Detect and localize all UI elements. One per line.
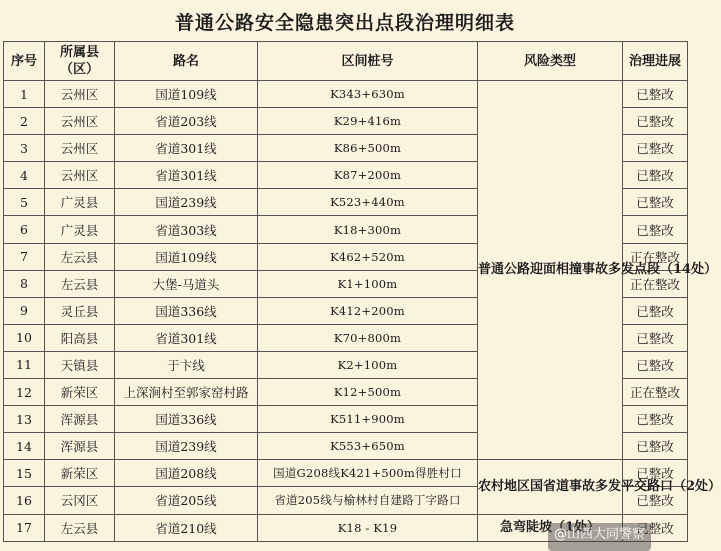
cell-progress: 正在整改 bbox=[623, 243, 688, 270]
cell-county: 左云县 bbox=[45, 514, 115, 541]
col-header-no: 序号 bbox=[4, 42, 45, 81]
cell-segment: K29+416m bbox=[258, 108, 478, 135]
col-header-segment: 区间桩号 bbox=[258, 42, 478, 81]
cell-progress: 已整改 bbox=[623, 351, 688, 378]
cell-route: 省道203线 bbox=[115, 108, 258, 135]
cell-county: 新荣区 bbox=[45, 379, 115, 406]
cell-county: 新荣区 bbox=[45, 460, 115, 487]
cell-progress: 已整改 bbox=[623, 162, 688, 189]
cell-segment: K1+100m bbox=[258, 270, 478, 297]
cell-no: 8 bbox=[4, 270, 45, 297]
cell-segment: 省道205线与榆林村自建路丁字路口 bbox=[258, 487, 478, 514]
cell-route: 省道210线 bbox=[115, 514, 258, 541]
cell-risk-type: 普通公路迎面相撞事故多发点段（14处） bbox=[478, 81, 623, 460]
col-header-progress: 治理进展 bbox=[623, 42, 688, 81]
cell-segment: K18 - K19 bbox=[258, 514, 478, 541]
cell-progress: 已整改 bbox=[623, 433, 688, 460]
cell-county: 广灵县 bbox=[45, 216, 115, 243]
cell-route: 于卞线 bbox=[115, 351, 258, 378]
cell-route: 国道239线 bbox=[115, 433, 258, 460]
cell-progress: 已整改 bbox=[623, 460, 688, 487]
cell-segment: K343+630m bbox=[258, 81, 478, 108]
cell-segment: K462+520m bbox=[258, 243, 478, 270]
cell-progress: 已整改 bbox=[623, 216, 688, 243]
cell-route: 省道301线 bbox=[115, 135, 258, 162]
col-header-route: 路名 bbox=[115, 42, 258, 81]
cell-progress: 正在整改 bbox=[623, 270, 688, 297]
cell-segment: K86+500m bbox=[258, 135, 478, 162]
cell-county: 广灵县 bbox=[45, 189, 115, 216]
cell-progress: 已整改 bbox=[623, 135, 688, 162]
cell-route: 国道208线 bbox=[115, 460, 258, 487]
cell-no: 5 bbox=[4, 189, 45, 216]
cell-progress: 已整改 bbox=[623, 297, 688, 324]
cell-route: 国道239线 bbox=[115, 189, 258, 216]
hazard-table bbox=[3, 41, 721, 542]
cell-route: 国道336线 bbox=[115, 406, 258, 433]
cell-route: 国道336线 bbox=[115, 297, 258, 324]
cell-county: 云州区 bbox=[45, 162, 115, 189]
cell-risk-type: 急弯陡坡（1处） bbox=[478, 514, 623, 541]
cell-progress: 已整改 bbox=[623, 81, 688, 108]
cell-route: 大堡-马道头 bbox=[115, 270, 258, 297]
cell-no: 10 bbox=[4, 324, 45, 351]
cell-no: 1 bbox=[4, 81, 45, 108]
cell-progress: 已整改 bbox=[623, 189, 688, 216]
cell-no: 17 bbox=[4, 514, 45, 541]
cell-segment: K523+440m bbox=[258, 189, 478, 216]
cell-no: 11 bbox=[4, 351, 45, 378]
cell-segment: K12+500m bbox=[258, 379, 478, 406]
cell-no: 14 bbox=[4, 433, 45, 460]
cell-county: 云冈区 bbox=[45, 487, 115, 514]
cell-progress: 已整改 bbox=[623, 514, 688, 541]
cell-progress: 已整改 bbox=[623, 108, 688, 135]
cell-county: 云州区 bbox=[45, 81, 115, 108]
cell-no: 4 bbox=[4, 162, 45, 189]
cell-no: 15 bbox=[4, 460, 45, 487]
cell-county: 左云县 bbox=[45, 270, 115, 297]
watermark: @山西大同警察 bbox=[548, 523, 651, 551]
cell-segment: K553+650m bbox=[258, 433, 478, 460]
cell-county: 天镇县 bbox=[45, 351, 115, 378]
cell-county: 浑源县 bbox=[45, 433, 115, 460]
cell-county: 灵丘县 bbox=[45, 297, 115, 324]
col-header-risk: 风险类型 bbox=[478, 42, 623, 81]
page-title: 普通公路安全隐患突出点段治理明细表 bbox=[174, 12, 515, 34]
cell-no: 16 bbox=[4, 487, 45, 514]
cell-route: 省道303线 bbox=[115, 216, 258, 243]
cell-route: 省道301线 bbox=[115, 162, 258, 189]
cell-route: 国道109线 bbox=[115, 243, 258, 270]
cell-progress: 已整改 bbox=[623, 406, 688, 433]
cell-route: 国道109线 bbox=[115, 81, 258, 108]
cell-segment: 国道G208线K421+500m得胜村口 bbox=[258, 460, 478, 487]
cell-no: 7 bbox=[4, 243, 45, 270]
cell-no: 2 bbox=[4, 108, 45, 135]
cell-no: 6 bbox=[4, 216, 45, 243]
table-row bbox=[4, 460, 688, 487]
cell-segment: K87+200m bbox=[258, 162, 478, 189]
cell-progress: 正在整改 bbox=[623, 379, 688, 406]
cell-progress: 已整改 bbox=[623, 324, 688, 351]
table-row bbox=[4, 81, 688, 108]
cell-no: 9 bbox=[4, 297, 45, 324]
cell-no: 13 bbox=[4, 406, 45, 433]
cell-segment: K412+200m bbox=[258, 297, 478, 324]
cell-no: 3 bbox=[4, 135, 45, 162]
cell-progress: 已整改 bbox=[623, 487, 688, 514]
cell-county: 云州区 bbox=[45, 135, 115, 162]
cell-county: 浑源县 bbox=[45, 406, 115, 433]
cell-segment: K511+900m bbox=[258, 406, 478, 433]
cell-county: 云州区 bbox=[45, 108, 115, 135]
table-body bbox=[4, 81, 721, 542]
cell-route: 上深涧村至郭家窑村路 bbox=[115, 379, 258, 406]
cell-segment: K18+300m bbox=[258, 216, 478, 243]
cell-county: 阳高县 bbox=[45, 324, 115, 351]
cell-segment: K2+100m bbox=[258, 351, 478, 378]
cell-county: 左云县 bbox=[45, 243, 115, 270]
header-row bbox=[4, 42, 688, 81]
cell-no: 12 bbox=[4, 379, 45, 406]
cell-segment: K70+800m bbox=[258, 324, 478, 351]
cell-route: 省道301线 bbox=[115, 324, 258, 351]
cell-risk-type: 农村地区国省道事故多发平交路口（2处） bbox=[478, 460, 623, 514]
col-header-county: 所属县（区） bbox=[45, 42, 115, 81]
cell-route: 省道205线 bbox=[115, 487, 258, 514]
